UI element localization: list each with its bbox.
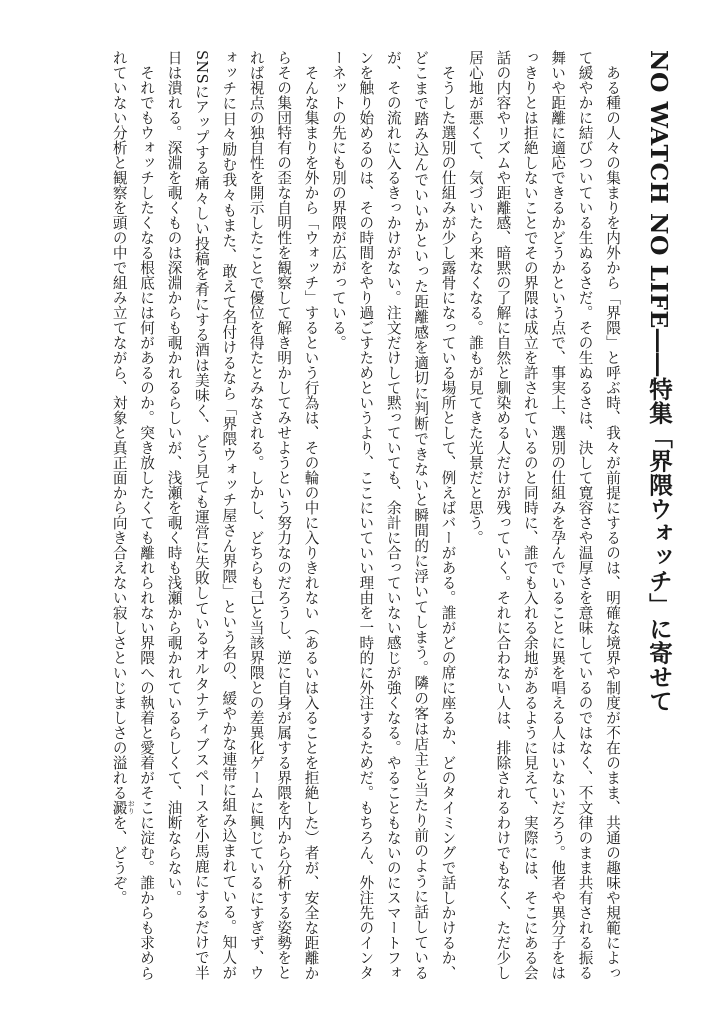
closing-text: を、どうぞ。	[110, 815, 128, 905]
paragraph-1: ある種の人々の集まりを内外から「界隈」と呼ぶ時、我々が前提にするのは、明確な境界や制度が不在のまま、共通の趣味や規範によって緩やかに結びついている生ぬるさだ。その生ぬるさは、決して寛容さや温厚さを意味しているのではなく、不文律のまま共有される振る舞いや距離に適応できるかどうかという点で、事実上、選別の仕組みを孕んでいることに異を唱える人はいないだろう。他者や異分子をはっきりとは拒絶しないことでその界隈は成立を許されているのと同時に、誰でも入れる余地があるように見えて、実際には、そこにある会話の内容やリズムや距離感、暗黙の了解に自然と馴染める人だけが残っていく。それに合わない人は、排除されるわけでもなく、ただ少し居心地が悪くて、気づいたら来なくなる。誰もが見てきた光景だと思う。	[466, 50, 621, 980]
paragraph-4-text: それでもウォッチしたくなる根底には何があるのか。突き放したくても離れられない界隈への執着と愛着がそこに淀む。誰からも求められていない分析と観察を頭の中で組み立てながら、対象と真正面から向き合えない寂しさといじましさの溢れる	[110, 50, 156, 980]
ruby-reading: おり	[127, 800, 136, 815]
paragraph-3: そんな集まりを外から「ウォッチ」するという行為は、その輪の中に入りきれない（あるいは入ることを拒絶した）者が、安全な距離からその集団特有の歪な自明性を観察して解き明かしてみせようという努力なのだろうし、逆に自身が属する界隈を内から分析する姿勢をとれば視点の独自性を開示したことで優位を得たとみなされる。しかし、どちらも己と当該界隈との差異化ゲームに興じているにすぎず、ウォッチに日々励む我々もまた、敢えて名付けるなら「界隈ウォッチ屋さん界隈」という名の、緩やかな連帯に組み込まれている。知人がSNSにアップする痛々しい投稿を肴にする酒は美味く、どう見ても運営に失敗しているオルタナティブスペースを小馬鹿にするだけで半日は潰れる。深淵を覗くものは深淵からも覗かれるらしいが、浅瀬を覗く時も浅瀬から覗かれているらしくて、油断ならない。	[165, 50, 320, 980]
paragraph-4	[105, 50, 160, 980]
ruby-word	[110, 800, 136, 815]
article-title: NO WATCH NO LIFE――特集「界隈ウォッチ」に寄せて	[645, 50, 673, 713]
paragraph-2: そうした選別の仕組みが少し露骨になっている場所として、例えばバーがある。誰がどの席に座るか、どのタイミングで話しかけるか、どこまで踏み込んでいいかといった距離感を適切に判断できないと瞬間的に浮いてしまう。隣の客は店主と当たり前のように話しているが、その流れに入るきっかけがない。注文だけして黙っていても、余計に合っていない感じが強くなる。やることもないのにスマートフォンを触り始めるのは、その時間をやり過ごすためというより、ここにいていい理由を一時的に外注するためだ。もちろん、外注先のインターネットの先にも別の界隈が広がっている。	[329, 50, 457, 980]
article	[28, 50, 678, 980]
ruby-base: 澱	[110, 800, 128, 815]
